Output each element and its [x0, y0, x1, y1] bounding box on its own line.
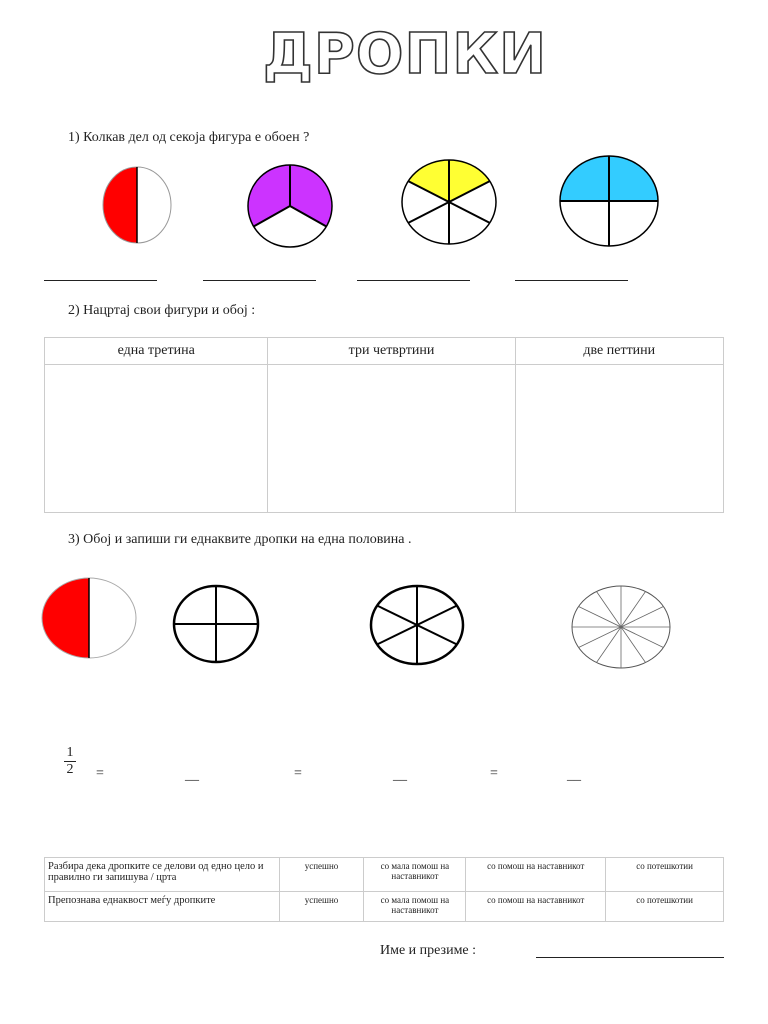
column-header: две петтини — [515, 338, 723, 365]
name-field[interactable] — [536, 957, 724, 958]
level-cell[interactable]: со помош на наставникот — [466, 858, 606, 892]
sixths-circle[interactable] — [369, 584, 465, 666]
level-cell[interactable]: успешно — [279, 858, 364, 892]
criterion-cell: Разбира дека дропките се делови од едно цело и правилно ги запишува / црта — [45, 858, 280, 892]
drawing-cell[interactable] — [268, 365, 515, 513]
answer-blank-2[interactable] — [203, 280, 316, 281]
twelfths-circle[interactable] — [570, 584, 672, 670]
question-2: 2) Нацртај свои фигури и обој : — [68, 303, 256, 318]
table-row — [45, 892, 724, 922]
criterion-cell: Препознава еднаквост меѓу дропките — [45, 892, 280, 922]
table-row — [45, 858, 724, 892]
question-3: 3) Обој и запиши ги еднаквите дропки на една половина . — [68, 532, 412, 547]
denominator: 2 — [66, 762, 74, 777]
half-shaded-circle-example — [41, 576, 137, 660]
evaluation-table — [44, 857, 724, 922]
answer-blank-1[interactable] — [44, 280, 157, 281]
column-header: три четвртини — [268, 338, 515, 365]
half-shaded-circle — [97, 165, 177, 245]
name-label: Име и презиме : — [380, 943, 477, 958]
level-cell[interactable]: со мала помош на наставникот — [364, 892, 466, 922]
drawing-cell[interactable] — [515, 365, 723, 513]
level-cell[interactable]: со мала помош на наставникот — [364, 858, 466, 892]
fraction-blank[interactable]: __ — [185, 768, 199, 783]
fraction-blank[interactable]: __ — [567, 768, 581, 783]
drawing-cell[interactable] — [45, 365, 268, 513]
equals-sign: = — [490, 766, 498, 781]
question-1: 1) Колкав дел од секоја фигура е обоен ? — [68, 130, 310, 145]
equals-sign: = — [96, 766, 104, 781]
drawing-table — [44, 337, 724, 513]
page-title: ДРОПКИ — [262, 22, 548, 87]
two-quarters-shaded-circle — [559, 155, 659, 247]
fraction-blank[interactable]: __ — [393, 768, 407, 783]
level-cell[interactable]: со помош на наставникот — [466, 892, 606, 922]
answer-blank-3[interactable] — [357, 280, 470, 281]
two-sixths-shaded-circle — [401, 158, 497, 248]
numerator: 1 — [66, 745, 74, 760]
quarters-circle[interactable] — [172, 584, 260, 664]
level-cell[interactable]: со потешкотии — [606, 892, 724, 922]
level-cell[interactable]: успешно — [279, 892, 364, 922]
fraction-one-half — [64, 746, 76, 777]
answer-blank-4[interactable] — [515, 280, 628, 281]
column-header: една третина — [45, 338, 268, 365]
two-thirds-shaded-circle — [247, 163, 333, 249]
equals-sign: = — [294, 766, 302, 781]
level-cell[interactable]: со потешкотии — [606, 858, 724, 892]
